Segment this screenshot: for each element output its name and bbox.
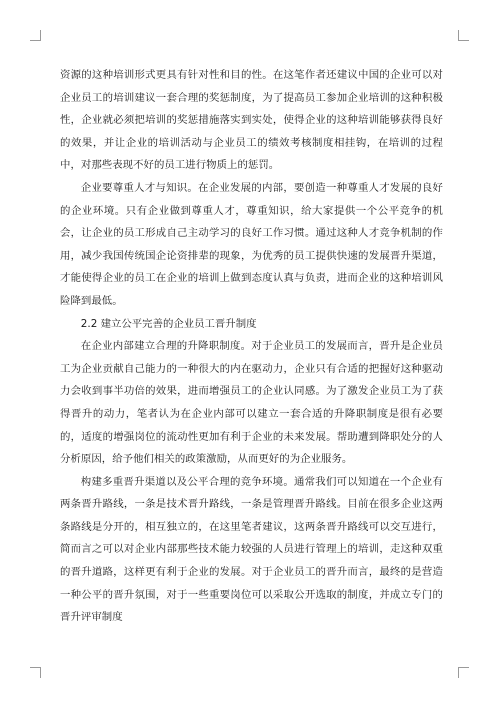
crop-mark-bottom-left <box>30 667 41 678</box>
paragraph-respect-talent: 企业要尊重人才与知识。在企业发展的内部，要创造一种尊重人才发展的良好的企业环境。只有企业做到尊重人才，尊重知识，给大家提供一个公平竞争的机会，让企业的员工形成自己主动学习的良好工作习惯。通过这种人才竞争机制的作用，减少我国传统国企论资排辈的现象，为优秀的员工提供快速的发展晋升渠道，才能使得企业的员工在企业的培训上做到态度认真与负责，进而企业的这种培训风险降到最低。 <box>60 181 443 307</box>
paragraph-promotion-channels: 构建多重晋升渠道以及公平合理的竞争环境。通常我们可以知道在一个企业有两条晋升路线，一条是技术晋升路线，一条是管理晋升路线。目前在很多企业这两条路线是分开的，相互独立的，在这里笔者建议，这两条晋升路线可以交互进行，简而言之可以对企业内部那些技术能力较强的人员进行管理上的培训，走这种双重的晋升道路，这样更有利于企业的发展。对于企业员工的晋升而言，最终的是营造一种公平的晋升氛围，对于一些重要岗位可以采取公开选取的制度，并成立专门的晋升评审制度 <box>60 475 443 624</box>
section-heading: 2.2 建立公平完善的企业员工晋升制度 <box>80 317 257 330</box>
paragraph-promotion-system: 在企业内部建立合理的升降职制度。对于企业员工的发展而言，晋升是企业员工为企业贡献自己能力的一种很大的内在驱动力，企业只有合适的把握好这种驱动力会收到事半功倍的效果，进而增强员工的企业认同感。为了激发企业员工为了获得晋升的动力，笔者认为在企业内部可以建立一套合适的升降职制度是很有必要的，适度的增强岗位的流动性更加有利于企业的未来发展。帮助遭到降职处分的人分析原因，给予他们相关的政策激励，从而更好的为企业服务。 <box>60 340 443 466</box>
crop-mark-top-right <box>458 30 469 41</box>
paragraph-continued: 资源的这种培训形式更具有针对性和目的性。在这笔作者还建议中国的企业可以对企业员工的培训建议一套合理的奖惩制度，为了提高员工参加企业培训的这种积极性，企业就必须把培训的奖惩措施落实到实处，使得企业的这种培训能够获得良好的效果，并让企业的培训活动与企业员工的绩效考核制度相挂钩，在培训的过程中，对那些表现不好的员工进行物质上的惩罚。 <box>60 69 443 172</box>
crop-mark-top-left <box>30 30 41 41</box>
crop-mark-bottom-right <box>458 667 469 678</box>
document-body <box>60 64 443 629</box>
